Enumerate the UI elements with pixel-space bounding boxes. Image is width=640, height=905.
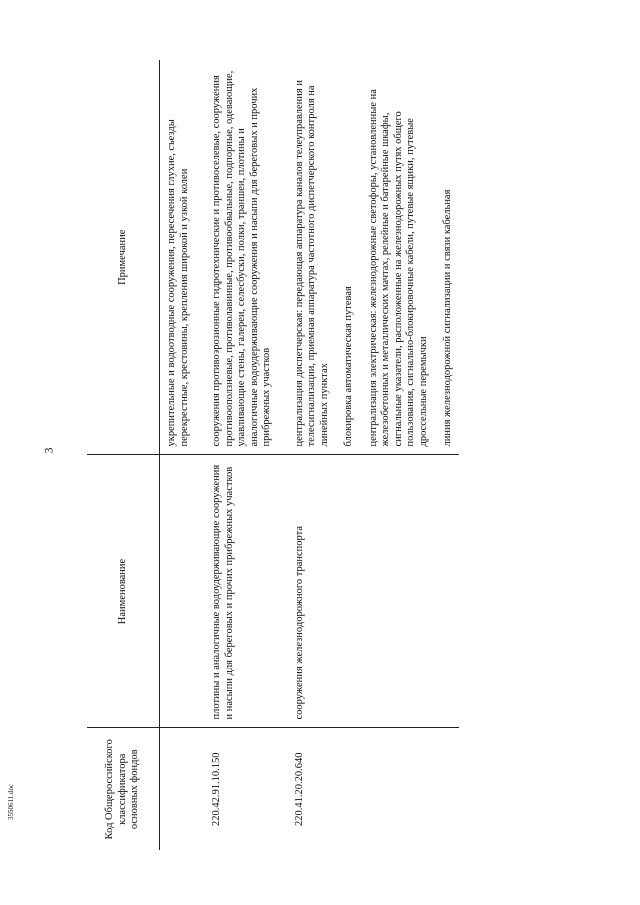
note-paragraph: сооружения противоэрозионные гидротехнические и противоселевые, сооружения противооползневые, противолавинные, противообвальные, подпорные, одевающие, улавливающие стены, галереи, селесбуски, полки, траншеи, плотины и аналогичные водоудерживающие сооружения и насыпи для береговых и прочих прибрежных участков	[211, 70, 272, 447]
table-row	[290, 60, 459, 850]
row-note	[290, 60, 459, 455]
header-code: Код Общероссийского классификатора основных фондов	[87, 728, 160, 850]
note-paragraph: централизация диспетчерская: передающая аппаратура каналов телеуправления и телесигнализации, приемная аппаратура частотного диспетчерского контроля на линейных пунктах	[293, 80, 330, 447]
row-code	[160, 728, 208, 850]
row-name	[160, 455, 208, 728]
header-name: Наименование	[87, 455, 160, 728]
row-name: плотины и аналогичные водоудерживающие сооружения и насыпи для береговых и прочих прибрежных участков	[207, 455, 290, 728]
classifier-table	[87, 60, 459, 850]
rotated-page	[87, 60, 557, 850]
table-header-row	[87, 60, 160, 850]
table-row	[160, 60, 208, 850]
document-footer: 3550611.doc	[7, 783, 15, 820]
row-code: 220.41.20.20.640	[293, 752, 305, 826]
note-paragraph: укрепительные и водоотводные сооружения, пересечения глухие, съезды перекрестные, крестовины, крепления широкой и узкой колеи	[166, 119, 190, 447]
note-paragraph: централизация электрическая: железнодорожные светофоры, установленные на железобетонных и металлических мачтах, релейные и батарейные шкафы, сигнальные указатели, расположенные на железнодорожных путях общего пользования, сигнально-блокировочные кабели, путевые ящики, путевые дроссельные перемычки	[367, 89, 429, 447]
header-note: Примечание	[87, 60, 160, 455]
row-name: сооружения железнодорожного транспорта	[290, 455, 459, 728]
page-number: 3	[41, 447, 56, 454]
note-paragraph: блокировка автоматическая путевая	[343, 286, 354, 447]
row-code: 220.42.91.10.150	[211, 752, 222, 826]
row-note	[160, 60, 208, 455]
row-note	[207, 60, 290, 455]
note-paragraph: линия железнодорожной сигнализации и связи кабельная	[442, 189, 453, 447]
table-row	[207, 60, 290, 850]
